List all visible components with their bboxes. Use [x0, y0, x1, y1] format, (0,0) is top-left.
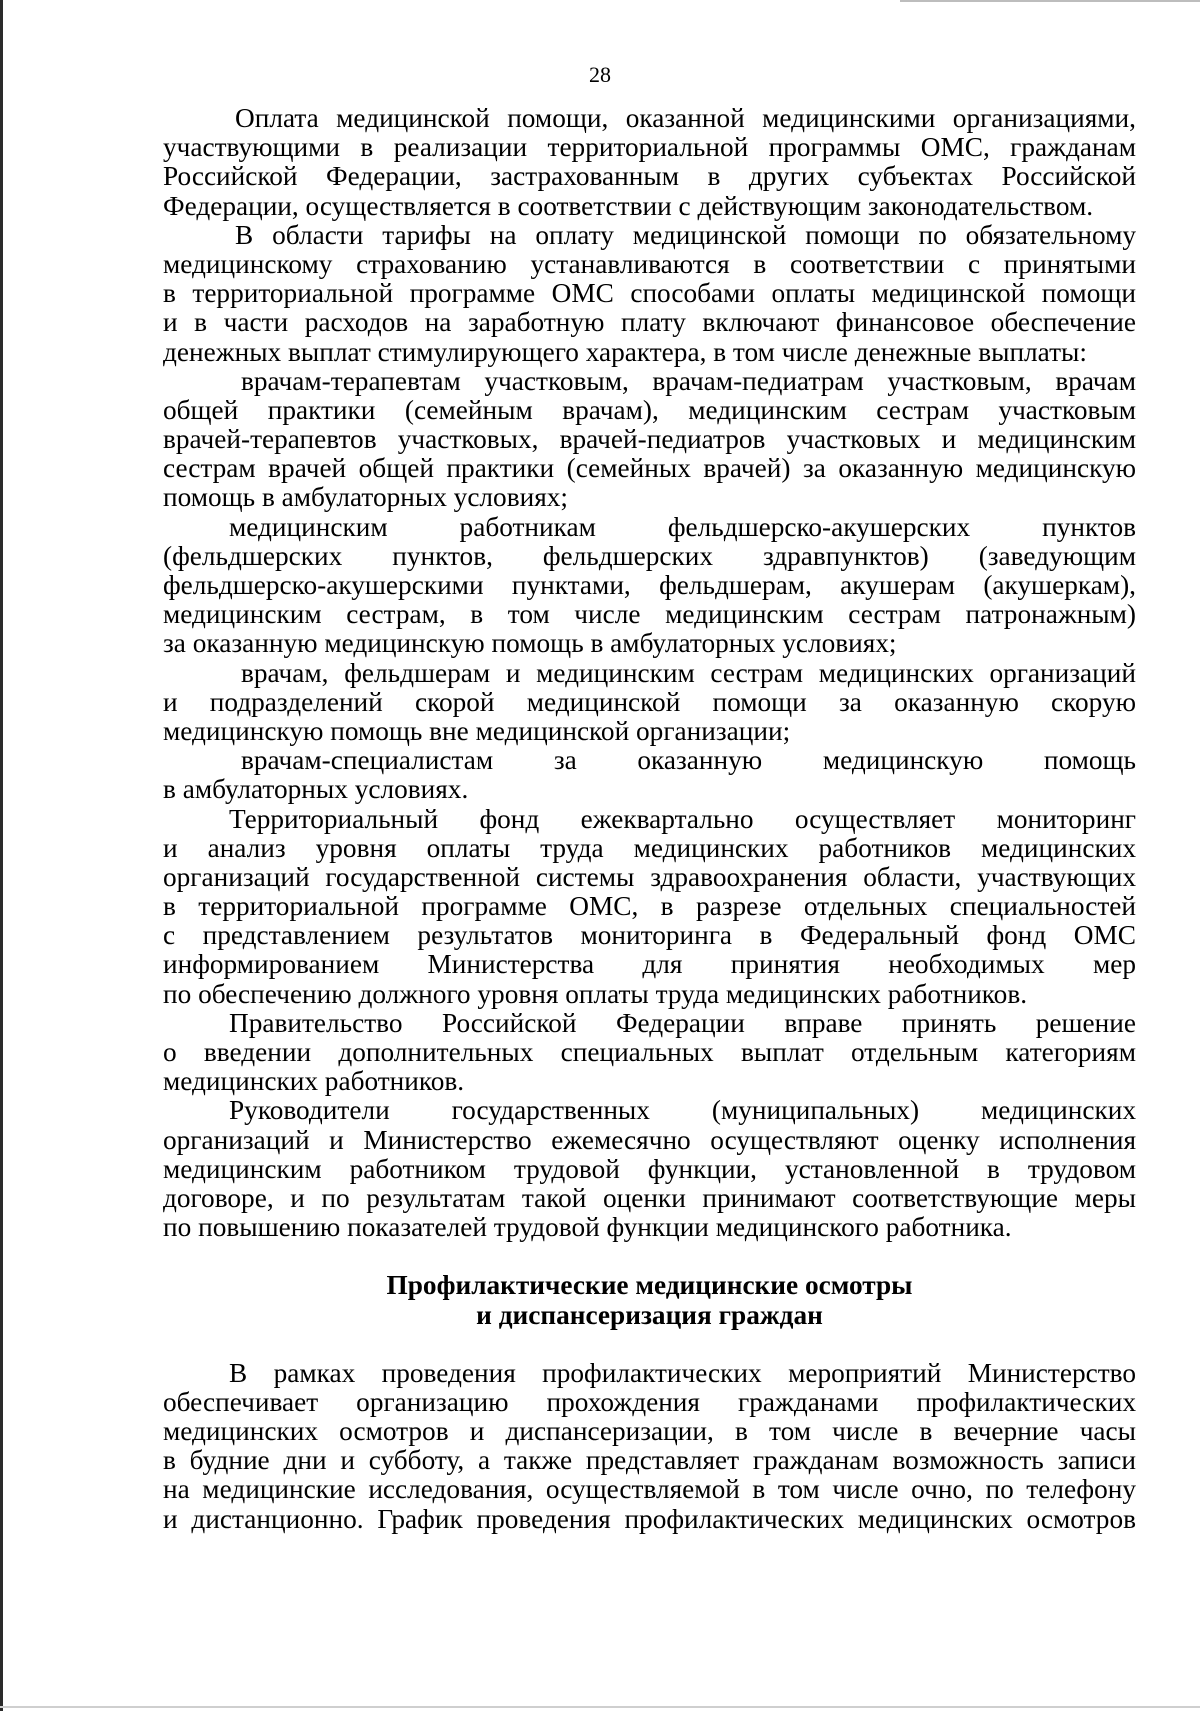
text-line: медицинскому страхованию устанавливаются в соответствии с принятыми	[163, 248, 1136, 279]
scan-border-bottom	[0, 1706, 1200, 1708]
text-line: в будние дни и субботу, а также представляет гражданам возможность записи	[163, 1445, 1136, 1476]
text-line: врачам-терапевтам участковым, врачам-педиатрам участковым, врачам	[241, 365, 1136, 396]
scan-border-left	[0, 0, 3, 1711]
text-line: по повышению показателей трудовой функции медицинского работника.	[163, 1212, 1012, 1243]
text-line: Федерации, осуществляется в соответствии с действующим законодательством.	[163, 190, 1094, 221]
text-line: Территориальный фонд ежеквартально осуществляет мониторинг	[229, 803, 1136, 834]
section-heading-line-1: Профилактические медицинские осмотры	[386, 1270, 913, 1301]
text-line: организаций и Министерство ежемесячно осуществляют оценку исполнения	[163, 1124, 1136, 1155]
text-line: участвующими в реализации территориальной программы ОМС, гражданам	[163, 132, 1136, 163]
text-line: и подразделений скорой медицинской помощи за оказанную скорую	[163, 686, 1136, 717]
text-line: по обеспечению должного уровня оплаты труда медицинских работников.	[163, 978, 1028, 1009]
text-line: медицинских работников.	[163, 1066, 465, 1097]
text-line: Руководители государственных (муниципальных) медицинских	[229, 1095, 1136, 1126]
text-line: врачей-терапевтов участковых, врачей-педиатров участковых и медицинским	[163, 424, 1136, 455]
text-line: сестрам врачей общей практики (семейных врачей) за оказанную медицинскую	[163, 453, 1136, 484]
text-line: фельдшерско-акушерскими пунктами, фельдшерам, акушерам (акушеркам),	[163, 570, 1136, 600]
text-line: помощь в амбулаторных условиях;	[163, 482, 568, 513]
text-line: на медицинские исследования, осуществляемой в том числе очно, по телефону	[163, 1474, 1136, 1505]
text-line: информированием Министерства для принятия необходимых мер	[163, 949, 1136, 980]
text-line: и анализ уровня оплаты труда медицинских работников медицинских	[163, 832, 1136, 863]
spacer	[163, 1242, 1136, 1271]
text-line: денежных выплат стимулирующего характера, в том числе денежные выплаты:	[163, 336, 1087, 367]
text-line: и в части расходов на заработную плату включают финансовое обеспечение	[163, 307, 1136, 338]
text-line: в территориальной программе ОМС, в разрезе отдельных специальностей	[163, 891, 1136, 922]
text-line: медицинским работником трудовой функции, установленной в трудовом	[163, 1153, 1136, 1184]
text-line: за оказанную медицинскую помощь в амбулаторных условиях;	[163, 628, 897, 659]
text-line: в амбулаторных условиях.	[163, 774, 469, 805]
text-line: врачам-специалистам за оказанную медицинскую помощь	[241, 745, 1136, 776]
text-line: в территориальной программе ОМС способами оплаты медицинской помощи	[163, 278, 1136, 309]
text-line: организаций государственной системы здравоохранения области, участвующих	[163, 861, 1136, 892]
page-number: 28	[589, 62, 611, 87]
text-line: медицинским сестрам, в том числе медицинским сестрам патронажным)	[163, 599, 1136, 630]
text-line: и дистанционно. График проведения профилактических медицинских осмотров	[163, 1503, 1136, 1534]
text-line: обеспечивает организацию прохождения гражданами профилактических	[163, 1386, 1136, 1417]
text-line: В области тарифы на оплату медицинской помощи по обязательному	[235, 219, 1136, 250]
text-line: врачам, фельдшерам и медицинским сестрам медицинских организаций	[241, 657, 1136, 688]
text-line: медицинских осмотров и диспансеризации, в том числе в вечерние часы	[163, 1416, 1136, 1447]
spacer	[163, 1330, 1136, 1359]
text-line: общей практики (семейным врачам), медицинским сестрам участковым	[163, 394, 1136, 425]
section-heading-line-2: и диспансеризация граждан	[476, 1299, 823, 1330]
document-body	[163, 104, 1136, 1534]
text-line: (фельдшерских пунктов, фельдшерских здравпунктов) (заведующим	[163, 540, 1136, 571]
text-line: с представлением результатов мониторинга в Федеральный фонд ОМС	[163, 920, 1136, 951]
text-block-remuneration	[163, 104, 1136, 1242]
text-line: о введении дополнительных специальных выплат отдельным категориям	[163, 1037, 1136, 1067]
text-line: Правительство Российской Федерации вправе принять решение	[229, 1007, 1136, 1038]
text-line: Российской Федерации, застрахованным в других субъектах Российской	[163, 161, 1136, 192]
text-line: В рамках проведения профилактических мероприятий Министерство	[229, 1357, 1136, 1388]
scan-border-top	[900, 0, 1200, 2]
text-block-checkups	[163, 1359, 1136, 1534]
text-line: Оплата медицинской помощи, оказанной медицинскими организациями,	[235, 103, 1136, 133]
text-line: медицинским работникам фельдшерско-акушерских пунктов	[229, 511, 1136, 542]
text-line: медицинскую помощь вне медицинской организации;	[163, 715, 791, 746]
text-line: договоре, и по результатам такой оценки принимают соответствующие меры	[163, 1182, 1136, 1213]
